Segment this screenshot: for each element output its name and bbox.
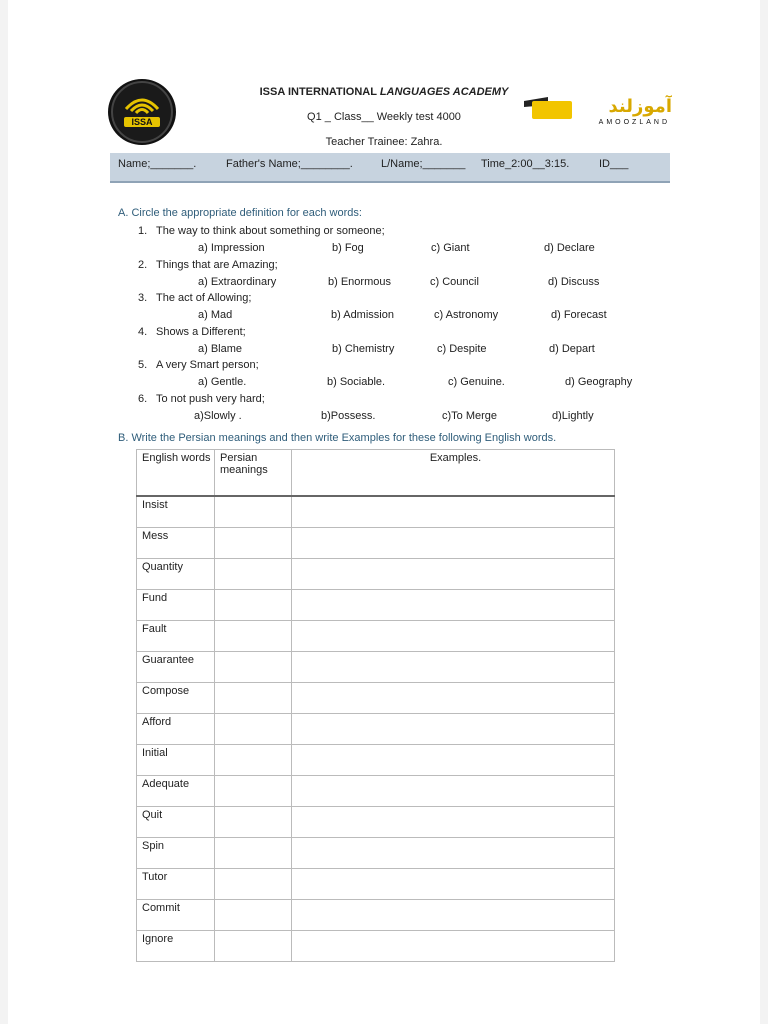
title-part2: LANGUAGES ACADEMY	[379, 86, 509, 98]
logo-right-sub: AMOOZLAND	[598, 119, 670, 126]
answer-option[interactable]: c) Despite	[437, 342, 487, 355]
name-field[interactable]: Name;_______.	[118, 158, 197, 170]
academy-title	[0, 86, 768, 98]
persian-meaning-cell[interactable]	[215, 838, 292, 869]
persian-meaning-cell[interactable]	[215, 683, 292, 714]
word-cell: Adequate	[137, 776, 215, 807]
example-cell[interactable]	[292, 528, 615, 559]
word-cell: Quantity	[137, 559, 215, 590]
section-a-title: A. Circle the appropriate definition for each words:	[118, 207, 362, 219]
example-cell[interactable]	[292, 714, 615, 745]
question-number: 1.	[138, 225, 148, 237]
question-text: The way to think about something or someone;	[156, 225, 385, 237]
answer-option[interactable]: c) Council	[430, 275, 479, 288]
answer-option[interactable]: d)Lightly	[552, 409, 594, 422]
question-number: 6.	[138, 392, 148, 405]
answer-option[interactable]: d) Depart	[549, 342, 595, 355]
example-cell[interactable]	[292, 652, 615, 683]
time-field: Time_2:00__3:15.	[481, 158, 570, 170]
answer-option[interactable]: b)Possess.	[321, 409, 376, 422]
question-number: 5.	[138, 359, 148, 371]
table-row	[137, 838, 615, 869]
persian-meaning-cell[interactable]	[215, 652, 292, 683]
example-cell[interactable]	[292, 745, 615, 776]
table-row	[137, 652, 615, 683]
question-text: A very Smart person;	[156, 359, 259, 371]
table-row	[137, 590, 615, 621]
father-name-field[interactable]: Father's Name;________.	[226, 158, 353, 170]
answer-option[interactable]: b) Admission	[331, 309, 394, 321]
persian-meaning-cell[interactable]	[215, 807, 292, 838]
persian-meaning-cell[interactable]	[215, 528, 292, 559]
header-english: English words	[137, 450, 215, 497]
example-cell[interactable]	[292, 590, 615, 621]
example-cell[interactable]	[292, 869, 615, 900]
answer-option[interactable]: c)To Merge	[442, 409, 498, 422]
answer-option[interactable]: a) Impression	[198, 242, 265, 254]
table-row	[137, 621, 615, 652]
answer-option[interactable]: c) Genuine.	[448, 376, 505, 388]
example-cell[interactable]	[292, 900, 615, 931]
table-row	[137, 931, 615, 962]
example-cell[interactable]	[292, 807, 615, 838]
word-cell: Ignore	[137, 931, 215, 962]
answer-option[interactable]: a) Mad	[198, 309, 233, 321]
answer-option[interactable]: d) Forecast	[551, 309, 607, 321]
header-persian: Persian meanings	[215, 450, 292, 497]
word-cell: Spin	[137, 838, 215, 869]
answer-option[interactable]: a) Gentle.	[198, 376, 247, 388]
student-info-bar	[110, 153, 670, 183]
persian-meaning-cell[interactable]	[215, 900, 292, 931]
example-cell[interactable]	[292, 683, 615, 714]
test-subtitle: Q1 _ Class__ Weekly test 4000	[307, 111, 461, 123]
question-number: 3.	[138, 292, 148, 304]
answer-option[interactable]: b) Enormous	[328, 275, 391, 288]
word-cell: Quit	[137, 807, 215, 838]
question-number: 4.	[138, 325, 148, 338]
header-examples: Examples.	[292, 450, 615, 497]
table-row	[137, 745, 615, 776]
persian-meaning-cell[interactable]	[215, 745, 292, 776]
id-field[interactable]: ID___	[599, 158, 629, 170]
word-cell: Initial	[137, 745, 215, 776]
answer-option[interactable]: c) Giant	[431, 242, 470, 254]
logo-right-text: آموزلند	[608, 96, 672, 117]
persian-meaning-cell[interactable]	[215, 559, 292, 590]
answer-option[interactable]: c) Astronomy	[434, 309, 499, 321]
persian-meaning-cell[interactable]	[215, 931, 292, 962]
persian-meaning-cell[interactable]	[215, 869, 292, 900]
word-cell: Fund	[137, 590, 215, 621]
example-cell[interactable]	[292, 559, 615, 590]
answer-option[interactable]: a) Extraordinary	[198, 275, 277, 288]
example-cell[interactable]	[292, 621, 615, 652]
word-cell: Commit	[137, 900, 215, 931]
answer-option[interactable]: a)Slowly .	[194, 409, 242, 422]
title-part1: ISSA INTERNATIONAL	[259, 86, 380, 98]
persian-meaning-cell[interactable]	[215, 621, 292, 652]
table-row	[137, 559, 615, 590]
example-cell[interactable]	[292, 838, 615, 869]
persian-meaning-cell[interactable]	[215, 714, 292, 745]
example-cell[interactable]	[292, 776, 615, 807]
answer-option[interactable]: b) Sociable.	[327, 376, 386, 388]
example-cell[interactable]	[292, 496, 615, 528]
word-cell: Tutor	[137, 869, 215, 900]
section-b-title: B. Write the Persian meanings and then write Examples for these following English words.	[118, 432, 557, 444]
table-row	[137, 714, 615, 745]
vocabulary-table	[136, 449, 615, 962]
answer-option[interactable]: b) Chemistry	[332, 342, 395, 355]
example-cell[interactable]	[292, 931, 615, 962]
word-cell: Mess	[137, 528, 215, 559]
table-row	[137, 496, 615, 528]
answer-option[interactable]: a) Blame	[198, 342, 243, 355]
persian-meaning-cell[interactable]	[215, 590, 292, 621]
word-cell: Guarantee	[137, 652, 215, 683]
word-cell: Insist	[137, 496, 215, 528]
table-row	[137, 900, 615, 931]
table-row	[137, 528, 615, 559]
word-cell: Afford	[137, 714, 215, 745]
logo-left-text: ISSA	[131, 117, 153, 127]
question-text: The act of Allowing;	[156, 292, 252, 304]
answer-option[interactable]: d) Declare	[544, 242, 595, 254]
answer-option[interactable]: d) Discuss	[548, 275, 600, 288]
question-text: Things that are Amazing;	[156, 258, 278, 271]
table-row	[137, 869, 615, 900]
word-cell: Fault	[137, 621, 215, 652]
question-text: Shows a Different;	[156, 325, 246, 338]
table-row	[137, 776, 615, 807]
answer-option[interactable]: b) Fog	[332, 242, 364, 254]
question-text: To not push very hard;	[156, 392, 265, 405]
last-name-field[interactable]: L/Name;_______	[381, 158, 466, 170]
table-row	[137, 807, 615, 838]
persian-meaning-cell[interactable]	[215, 776, 292, 807]
teacher-name: Teacher Trainee: Zahra.	[325, 136, 443, 148]
persian-meaning-cell[interactable]	[215, 496, 292, 528]
table-row	[137, 683, 615, 714]
word-cell: Compose	[137, 683, 215, 714]
question-number: 2.	[138, 258, 148, 271]
answer-option[interactable]: d) Geography	[565, 376, 633, 388]
